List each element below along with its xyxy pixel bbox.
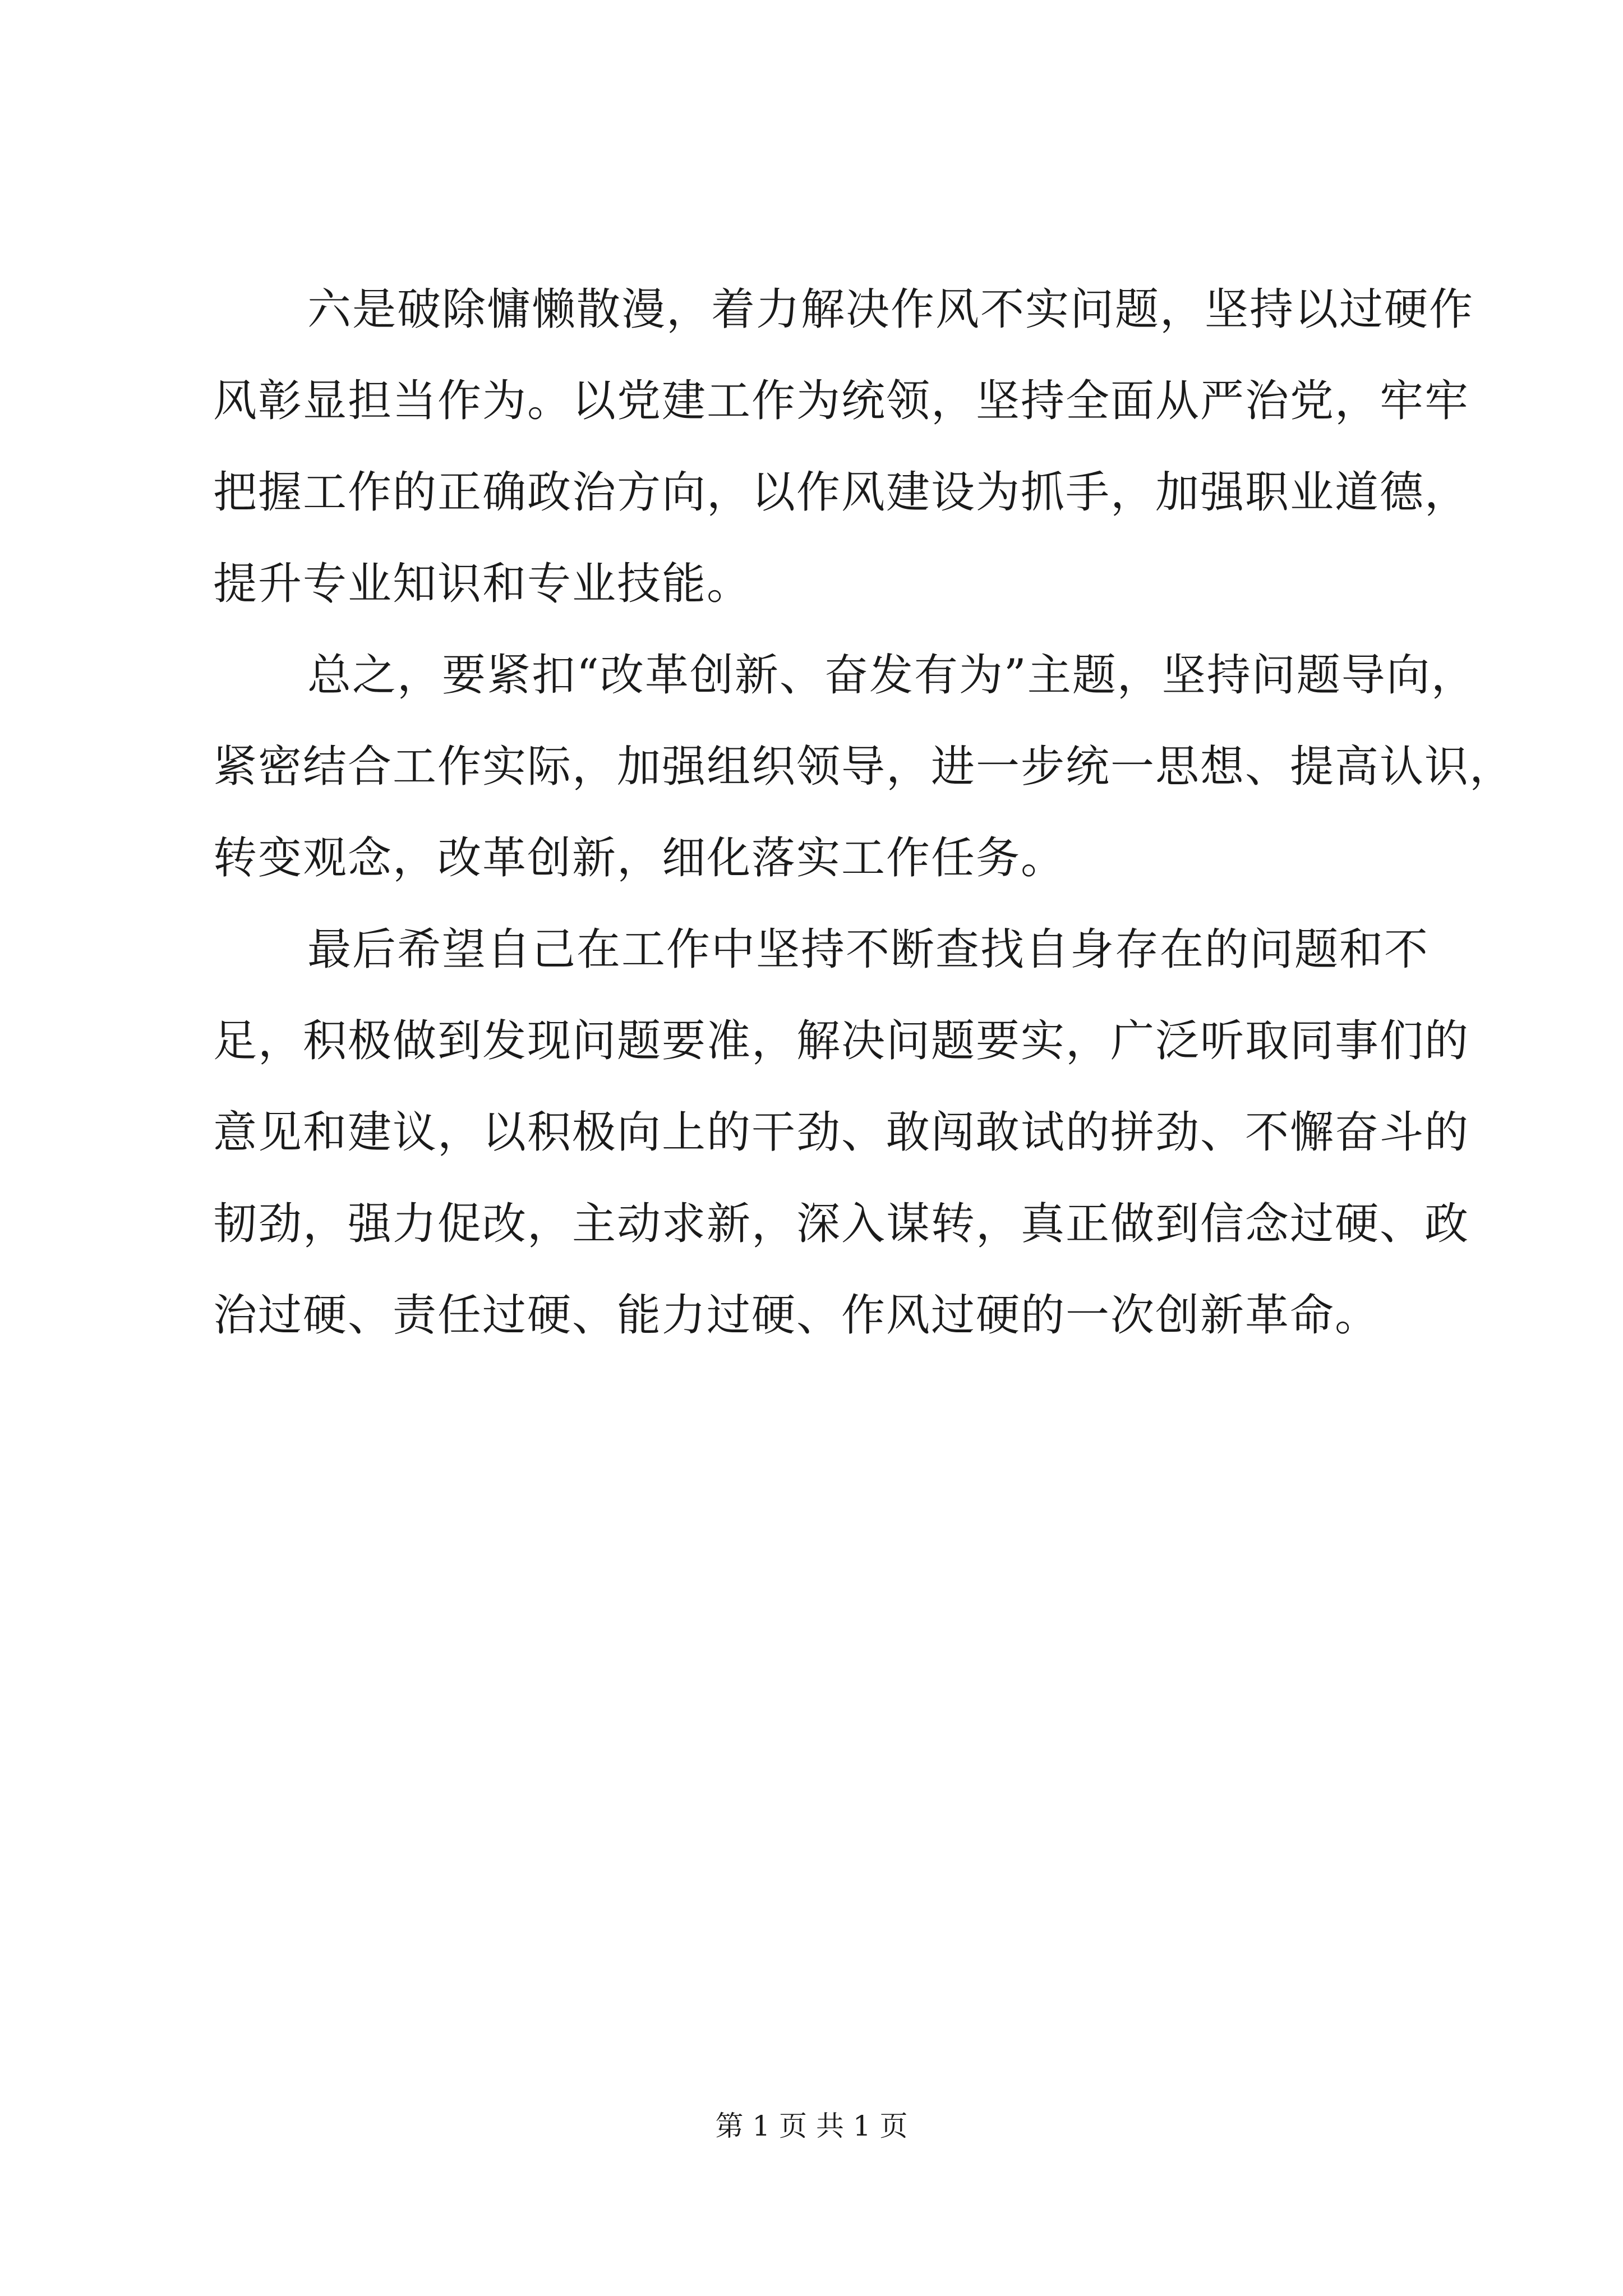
paragraph-2-line-3: 转变观念，改革创新，细化落实工作任务。 xyxy=(213,833,1066,884)
paragraph-2-line-2: 紧密结合工作实际，加强组织领导，进一步统一思想、提高认识， xyxy=(213,742,1515,792)
paragraph-3-line-4: 韧劲，强力促改，主动求新，深入谋转，真正做到信念过硬、政 xyxy=(213,1199,1470,1249)
paragraph-3-line-5: 治过硬、责任过硬、能力过硬、作风过硬的一次创新革命。 xyxy=(213,1290,1380,1341)
paragraph-1-line-3: 把握工作的正确政治方向，以作风建设为抓手，加强职业道德， xyxy=(213,467,1470,518)
paragraph-3-line-3: 意见和建议，以积极向上的干劲、敢闯敢试的拼劲、不懈奋斗的 xyxy=(213,1107,1470,1158)
paragraph-1-line-4: 提升专业知识和专业技能。 xyxy=(213,559,752,609)
page-footer: 第 1 页 共 1 页 xyxy=(715,2110,908,2142)
paragraph-2-line-1: 总之，要紧扣“改革创新、奋发有为”主题，坚持问题导向， xyxy=(307,650,1476,701)
paragraph-1-line-2: 风彰显担当作为。以党建工作为统领，坚持全面从严治党，牢牢 xyxy=(213,376,1470,426)
paragraph-3-line-1: 最后希望自己在工作中坚持不断查找自身存在的问题和不 xyxy=(307,924,1430,975)
paragraph-3-line-2: 足，积极做到发现问题要准，解决问题要实，广泛听取同事们的 xyxy=(213,1016,1470,1066)
paragraph-1-line-1: 六是破除慵懒散漫，着力解决作风不实问题，坚持以过硬作 xyxy=(307,284,1474,335)
